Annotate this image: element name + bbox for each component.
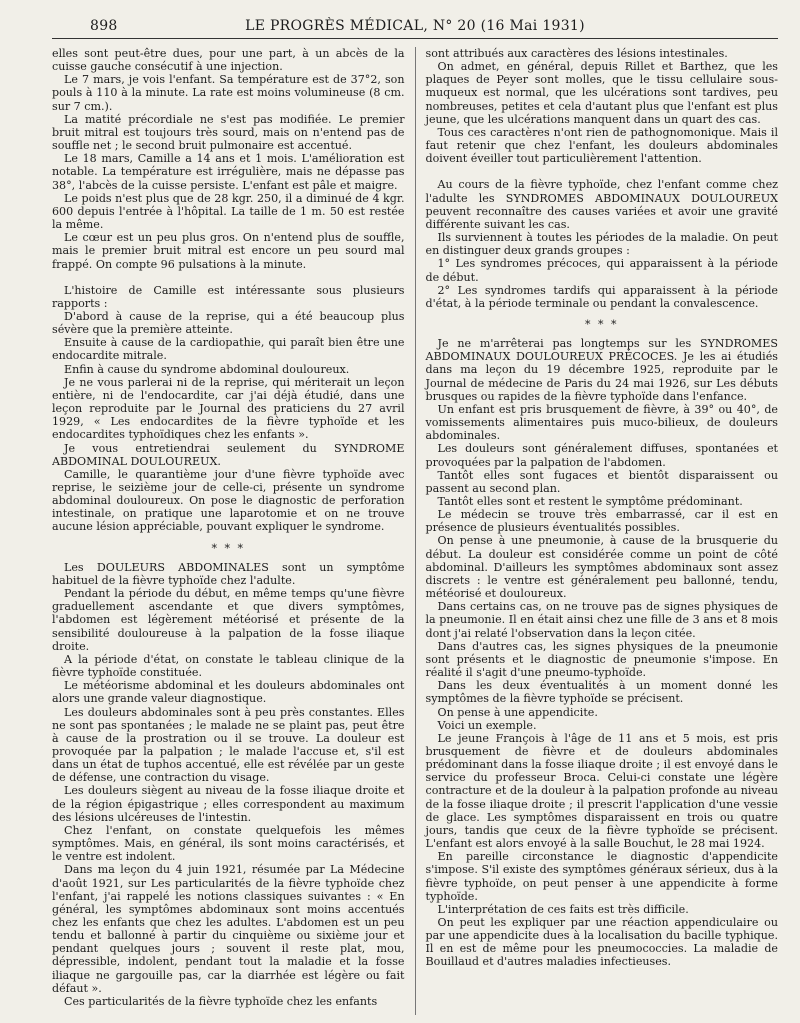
paragraph: Voici un exemple. xyxy=(437,718,537,732)
page-number: 898 xyxy=(90,18,118,34)
paragraph: Le médecin se trouve très embarrassé, car il est en présence de plusieurs éventualités possibles. xyxy=(425,508,778,535)
paragraph: elles sont peut-être dues, pour une part, à un abcès de la cuisse gauche consécutif à une injection. xyxy=(52,47,405,74)
paragraph: En pareille circonstance le diagnostic d'appendicite s'impose. S'il existe des symptômes généraux sérieux, dus à la fièvre typhoïde, on peut penser à une appendicite à forme typhoïde. xyxy=(425,850,778,903)
paragraph: Les douleurs sont généralement diffuses, spontanées et provoquées par la palpation de l'abdomen. xyxy=(425,442,778,469)
paragraph: Je vous entretiendrai seulement du SYNDROME ABDOMINAL DOULOUREUX. xyxy=(52,441,405,468)
paragraph: On pense à une pneumonie, à cause de la brusquerie du début. La douleur est considérée comme un point de côté abdominal. D'ailleurs les symptômes abdominaux sont assez discrets : le ventre est généralement peu ballonné, tendu, météorisé et douloureux. xyxy=(425,534,778,601)
right-column xyxy=(415,47,779,1015)
paragraph: Le 18 mars, Camille a 14 ans et 1 mois. L'amélioration est notable. La température est irrégulière, mais ne dépasse pas 38°, l'abcès de la cuisse persiste. L'enfant est pâle et maigre. xyxy=(52,152,405,192)
paragraph: Je ne vous parlerai ni de la reprise, qui mériterait un leçon entière, ni de l'endocardite, car j'ai déjà étudié, dans une leçon reproduite par le Journal des praticiens du 27 avril 1929, « Les endocardites de la fièvre typhoïde et les endocardites typhoïdiques chez les enfants ». xyxy=(52,375,405,442)
paragraph: On peut les expliquer par une réaction appendiculaire ou par une appendicite dues à la localisation du bacille typhique. Il en est de même pour les pneumococcies. La maladie de Bouillaud et d'autres maladies infectieuses. xyxy=(425,916,778,969)
paragraph: Tantôt elles sont fugaces et bientôt disparaissent ou passent au second plan. xyxy=(425,468,778,495)
paragraph: Dans certains cas, on ne trouve pas de signes physiques de la pneumonie. Il en était ainsi chez une fille de 3 ans et 8 mois dont j'ai relaté l'observation dans la leçon citée. xyxy=(425,600,778,640)
paragraph: Ces particularités de la fièvre typhoïde chez les enfants xyxy=(64,994,378,1008)
paragraph: Ils surviennent à toutes les périodes de la maladie. On peut en distinguer deux grands groupes : xyxy=(425,231,778,258)
paragraph: A la période d'état, on constate le tableau clinique de la fièvre typhoïde constituée. xyxy=(52,652,405,680)
section-separator: * * * xyxy=(211,541,245,555)
paragraph: Dans d'autres cas, les signes physiques de la pneumonie sont présents et le diagnostic de pneumonie s'impose. En réalité il s'agit d'une pneumo-typhoïde. xyxy=(425,639,778,680)
paragraph: Un enfant est pris brusquement de fièvre, à 39° ou 40°, de vomissements alimentaires puis muco-bilieux, de douleurs abdominales. xyxy=(425,402,778,443)
left-column xyxy=(52,47,415,1015)
paragraph: Ensuite à cause de la cardiopathie, qui paraît bien être une endocardite mitrale. xyxy=(52,336,405,363)
paragraph: Pendant la période du début, en même temps qu'une fièvre graduellement ascendante et que divers symptômes, l'abdomen est légèrement météorisé et présente de la sensibilité douloureuse à la palpation de la fosse iliaque droite. xyxy=(52,587,405,653)
paragraph: Le 7 mars, je vois l'enfant. Sa température est de 37°2, son pouls à 110 à la minute. La rate est moins volumineuse (8 cm. sur 7 cm.). xyxy=(52,73,405,113)
running-header xyxy=(52,14,778,36)
paragraph: Enfin à cause du syndrome abdominal douloureux. xyxy=(64,362,350,376)
journal-title: LE PROGRÈS MÉDICAL, N° 20 (16 Mai 1931) xyxy=(245,18,585,34)
paragraph: L'histoire de Camille est intéressante sous plusieurs rapports : xyxy=(52,283,405,310)
paragraph: Le jeune François à l'âge de 11 ans et 5 mois, est pris brusquement de fièvre et de douleurs abdominales prédominant dans la fosse iliaque droite ; il est envoyé dans le service du professeur Broca. Celui-ci constate une légère contracture et de la douleur à la palpation profonde au niveau de la fosse iliaque droite ; il prescrit l'application d'une vessie de glace. Les symptômes disparaissent en trois ou quatre jours, tandis que ceux de la fièvre typhoïde se précisent. L'enfant est alors envoyé à la salle Bouchut, le 28 mai 1924. xyxy=(425,731,778,851)
paragraph: Chez l'enfant, on constate quelquefois les mêmes symptômes. Mais, en général, ils sont moins caractérisés, et le ventre est indolent. xyxy=(52,823,405,864)
paragraph: Dans les deux éventualités à un moment donné les symptômes de la fièvre typhoïde se précisent. xyxy=(425,679,778,706)
paragraph: La matité précordiale ne s'est pas modifiée. Le premier bruit mitral est toujours très sourd, mais on n'entend pas de souffle net ; le second bruit pulmonaire est accentué. xyxy=(52,112,405,153)
paragraph: 1° Les syndromes précoces, qui apparaissent à la période de début. xyxy=(425,257,778,284)
header-rule xyxy=(52,38,778,39)
paragraph: Les douleurs abdominales sont à peu près constantes. Elles ne sont pas spontanées ; le malade ne se plaint pas, peut être à cause de la prostration ou il se trouve. La douleur est provoquée par la palpation ; le malade l'accuse et, s'il est dans un état de tuphos accentué, elle est révélée par un geste de défense, une contraction du visage. xyxy=(52,705,405,785)
paragraph: Dans ma leçon du 4 juin 1921, résumée par La Médecine d'août 1921, sur Les particularités de la fièvre typhoïde chez l'enfant, j'ai rappelé les notions classiques suivantes : « En général, les symptômes abdominaux sont moins accentués chez les enfants que chez les adultes. L'abdomen est un peu tendu et ballonné à partir du cinquième ou sixième jour et pendant quelques jours ; souvent il reste plat, mou, dépressible, indolent, pendant tout la maladie et la fosse iliaque ne gargouille pas, car la diarrhée est légère ou fait défaut ». xyxy=(52,863,405,995)
paragraph: L'interprétation de ces faits est très difficile. xyxy=(437,902,689,916)
paragraph: sont attribués aux caractères des lésions intestinales. xyxy=(425,47,728,60)
paragraph: Le météorisme abdominal et les douleurs abdominales ont alors une grande valeur diagnostique. xyxy=(52,679,405,706)
paragraph: Tous ces caractères n'ont rien de pathognomonique. Mais il faut retenir que chez l'enfant, les douleurs abdominales doivent éveiller tout particulièrement l'attention. xyxy=(425,125,778,166)
paragraph: D'abord à cause de la reprise, qui a été beaucoup plus sévère que la première atteinte. xyxy=(52,309,405,337)
paragraph: 2° Les syndromes tardifs qui apparaissent à la période d'état, à la période terminale ou pendant la convalescence. xyxy=(425,283,778,310)
paragraph: Au cours de la fièvre typhoïde, chez l'enfant comme chez l'adulte les SYNDROMES ABDOMINAUX DOULOUREUX peuvent reconnaître des causes variées et avoir une gravité différente suivant les cas. xyxy=(425,178,778,231)
text-columns xyxy=(52,47,778,1015)
paragraph: Camille, le quarantième jour d'une fièvre typhoïde avec reprise, le seizième jour de celle-ci, présente un syndrome abdominal douloureux. On pose le diagnostic de perforation intestinale, on pratique une laparotomie et on ne trouve aucune lésion appréciable, pouvant expliquer le syndrome. xyxy=(52,467,405,534)
paragraph: On admet, en général, depuis Rillet et Barthez, que les plaques de Peyer sont molles, que le tissu cellulaire sous-muqueux est normal, que les ulcérations sont tardives, peu nombreuses, petites et cela d'autant plus que l'enfant est plus jeune, que les ulcérations manquent dans un quart des cas. xyxy=(425,60,778,126)
paragraph: Je ne m'arrêterai pas longtemps sur les SYNDROMES ABDOMINAUX DOULOUREUX PRÉCOCES. Je les ai étudiés dans ma leçon du 19 décembre 1925, reproduite par le Journal de médecine de Paris du 24 mai 1926, sur Les débuts brusques ou rapides de la fièvre typhoïde dans l'enfance. xyxy=(425,337,778,403)
paragraph: On pense à une appendicite. xyxy=(437,705,598,719)
paragraph: Les DOULEURS ABDOMINALES sont un symptôme habituel de la fièvre typhoïde chez l'adulte. xyxy=(52,560,405,587)
paragraph: Le cœur est un peu plus gros. On n'entend plus de souffle, mais le premier bruit mitral est encore un peu sourd mal frappé. On compte 96 pulsations à la minute. xyxy=(52,231,405,271)
paragraph: Le poids n'est plus que de 28 kgr. 250, il a diminué de 4 kgr. 600 depuis l'entrée à l'hôpital. La taille de 1 m. 50 est restée la même. xyxy=(52,191,405,232)
section-separator: * * * xyxy=(585,317,619,331)
paragraph: Les douleurs siègent au niveau de la fosse iliaque droite et de la région épigastrique ; elles correspondent au maximum des lésions ulcéreuses de l'intestin. xyxy=(52,784,405,824)
paragraph: Tantôt elles sont et restent le symptôme prédominant. xyxy=(437,495,743,508)
